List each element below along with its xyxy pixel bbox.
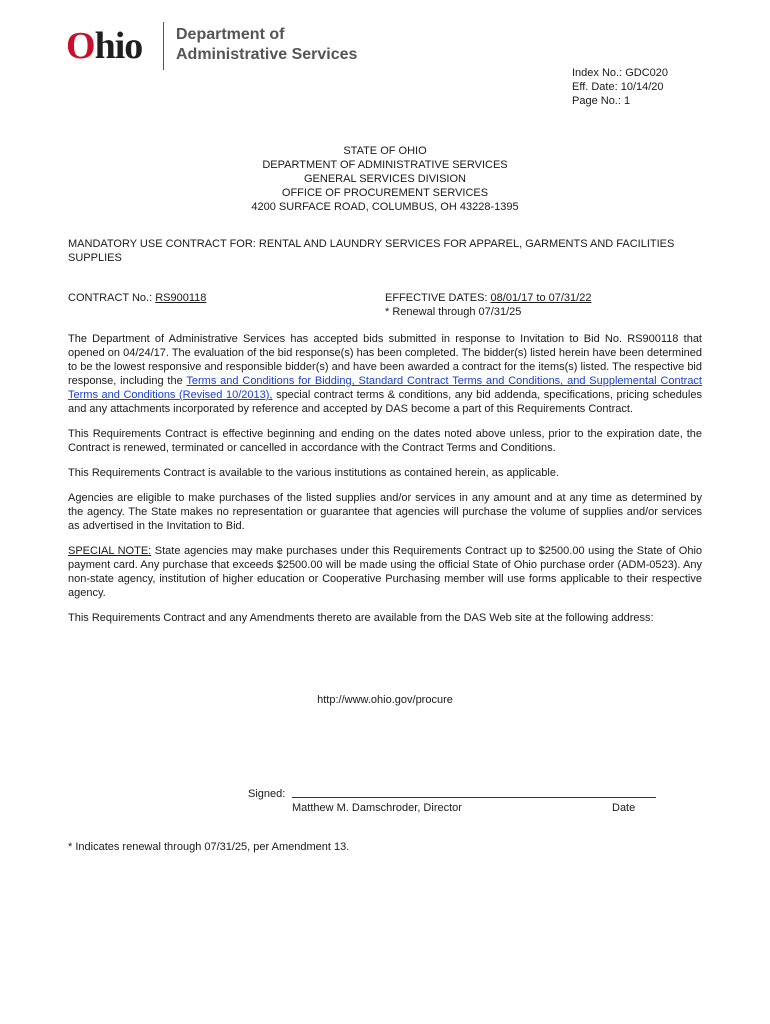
effective-dates: EFFECTIVE DATES: 08/01/17 to 07/31/22 * Renewal through 07/31/25 xyxy=(385,292,592,318)
signature-line xyxy=(292,797,656,798)
contract-body xyxy=(68,332,702,636)
index-number: Index No.: GDC020 xyxy=(572,67,668,79)
page-number: Page No.: 1 xyxy=(572,95,631,107)
paragraph: This Requirements Contract is available to the various institutions as contained herein, as applicable. xyxy=(68,467,559,479)
contract-title: MANDATORY USE CONTRACT FOR: RENTAL AND LAUNDRY SERVICES FOR APPAREL, GARMENTS AND FACILITIES SUPPLIES xyxy=(68,238,675,264)
department-name: Department of Administrative Services xyxy=(176,26,358,63)
director-name: Matthew M. Damschroder, Director xyxy=(292,802,462,814)
contract-number: CONTRACT No.: RS900118 xyxy=(68,292,207,304)
special-note-paragraph: SPECIAL NOTE: State agencies may make purchases under this Requirements Contract up to $2500.00 using the State of Ohio payment card. Any purchase that exceeds $2500.00 will be made using the official State of Ohio purchase order (ADM-0523). Any non-state agency, institution of higher education or Cooperative Purchasing member will use forms applicable to their respective agency. xyxy=(68,545,703,599)
das-website-url[interactable]: http://www.ohio.gov/procure xyxy=(317,694,453,706)
special-note-label: SPECIAL NOTE: xyxy=(68,545,152,557)
paragraph: This Requirements Contract and any Amendments thereto are available from the DAS Web site at the following address: xyxy=(68,612,654,624)
index-info xyxy=(572,66,668,108)
renewal-note: * Renewal through 07/31/25 xyxy=(385,306,522,318)
footnote: * Indicates renewal through 07/31/25, per Amendment 13. xyxy=(68,841,350,853)
signed-label: Signed: xyxy=(248,788,286,800)
paragraph: This Requirements Contract is effective beginning and ending on the dates noted above unless, prior to the expiration date, the Contract is renewed, terminated or cancelled in accordance with the Contract Terms and Conditions. xyxy=(68,428,702,454)
ohio-logo-wordmark: Ohio xyxy=(66,25,143,67)
logo-divider xyxy=(163,22,164,70)
terms-link[interactable]: Terms and Conditions for Bidding, Standard Contract Terms and Conditions, and Supplemental Contract Terms and Conditions (Revised 10/2013), xyxy=(68,375,702,401)
effective-date: Eff. Date: 10/14/20 xyxy=(572,81,664,93)
heading-line: OFFICE OF PROCUREMENT SERVICES xyxy=(281,187,489,199)
heading-line: 4200 SURFACE ROAD, COLUMBUS, OH 43228-1395 xyxy=(251,201,519,213)
heading-line: GENERAL SERVICES DIVISION xyxy=(304,173,466,185)
heading-line: STATE OF OHIO xyxy=(343,145,427,157)
date-label: Date xyxy=(612,802,636,814)
agency-heading xyxy=(0,144,770,214)
paragraph: The Department of Administrative Services has accepted bids submitted in response to Invitation to Bid No. RS900118 that opened on 04/24/17. The evaluation of the bid response(s) has been completed. The bidder(s) listed herein have been determined to be the lowest responsive and responsible bidder(s) and have been awarded a contract for the items(s) listed. The respective bid response, including the Terms and Conditions for Bidding, Standard Contract Terms and Conditions, and Supplemental Contract Terms and Conditions (Revised 10/2013), special contract terms & conditions, any bid addenda, specifications, pricing schedules and any attachments incorporated by reference and accepted by DAS become a part of this Requirements Contract. xyxy=(68,333,702,415)
heading-line: DEPARTMENT OF ADMINISTRATIVE SERVICES xyxy=(262,159,508,171)
paragraph: Agencies are eligible to make purchases of the listed supplies and/or services in any amount and at any time as determined by the agency. The State makes no representation or guarantee that agencies will purchase the volume of supplies and/or services as advertised in the Invitation to Bid. xyxy=(68,492,702,532)
